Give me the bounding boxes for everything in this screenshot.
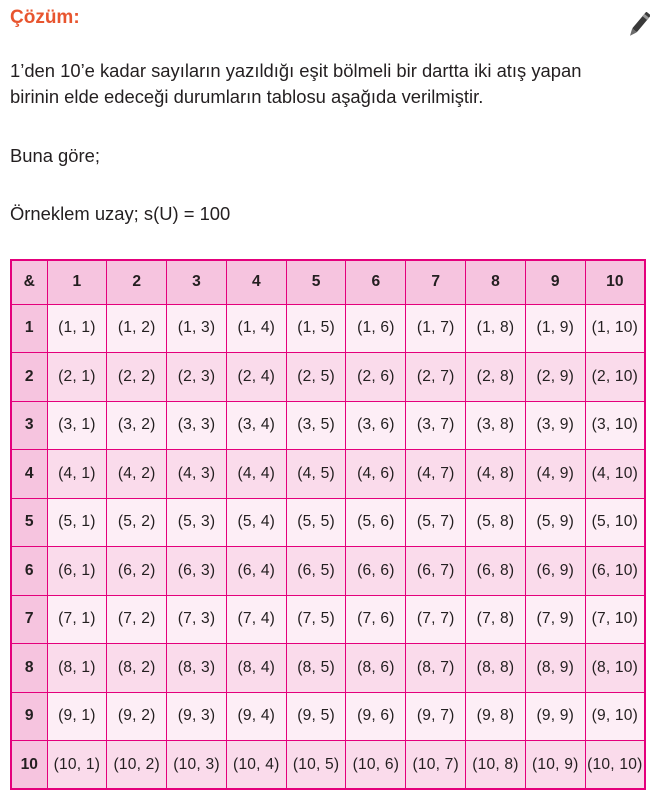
row-header: 6 xyxy=(11,547,47,596)
table-cell: (10, 3) xyxy=(167,741,227,790)
table-cell: (10, 5) xyxy=(286,741,346,790)
row-header: 9 xyxy=(11,692,47,741)
table-cell: (5, 7) xyxy=(406,498,466,547)
table-cell: (3, 3) xyxy=(167,401,227,450)
table-cell: (9, 4) xyxy=(226,692,286,741)
table-corner-cell: & xyxy=(11,260,47,304)
table-cell: (1, 5) xyxy=(286,304,346,353)
row-header: 7 xyxy=(11,595,47,644)
table-cell: (3, 8) xyxy=(466,401,526,450)
table-cell: (2, 5) xyxy=(286,353,346,402)
table-row xyxy=(11,304,645,353)
column-header: 5 xyxy=(286,260,346,304)
row-header: 5 xyxy=(11,498,47,547)
table-cell: (2, 1) xyxy=(47,353,107,402)
table-cell: (1, 9) xyxy=(525,304,585,353)
table-cell: (7, 8) xyxy=(466,595,526,644)
solution-heading: Çözüm: xyxy=(10,7,80,28)
table-cell: (4, 4) xyxy=(226,450,286,499)
column-header: 8 xyxy=(466,260,526,304)
table-cell: (6, 2) xyxy=(107,547,167,596)
table-cell: (9, 9) xyxy=(525,692,585,741)
table-cell: (10, 6) xyxy=(346,741,406,790)
column-header: 9 xyxy=(525,260,585,304)
table-cell: (4, 10) xyxy=(585,450,645,499)
table-header-row xyxy=(11,260,645,304)
table-cell: (2, 6) xyxy=(346,353,406,402)
table-cell: (7, 2) xyxy=(107,595,167,644)
table-cell: (9, 10) xyxy=(585,692,645,741)
table-cell: (5, 1) xyxy=(47,498,107,547)
table-body xyxy=(11,304,645,789)
table-cell: (4, 5) xyxy=(286,450,346,499)
table-cell: (5, 6) xyxy=(346,498,406,547)
column-header: 2 xyxy=(107,260,167,304)
table-cell: (3, 10) xyxy=(585,401,645,450)
table-cell: (10, 7) xyxy=(406,741,466,790)
table-cell: (2, 7) xyxy=(406,353,466,402)
table-cell: (7, 1) xyxy=(47,595,107,644)
table-cell: (1, 7) xyxy=(406,304,466,353)
table-cell: (1, 4) xyxy=(226,304,286,353)
pencil-icon xyxy=(628,12,650,38)
table-row xyxy=(11,450,645,499)
column-header: 7 xyxy=(406,260,466,304)
table-cell: (4, 8) xyxy=(466,450,526,499)
row-header: 8 xyxy=(11,644,47,693)
table-cell: (4, 2) xyxy=(107,450,167,499)
table-cell: (5, 5) xyxy=(286,498,346,547)
buna-gore-text: Buna göre; xyxy=(10,145,100,166)
table-cell: (7, 7) xyxy=(406,595,466,644)
table-cell: (10, 1) xyxy=(47,741,107,790)
table-cell: (8, 4) xyxy=(226,644,286,693)
table-cell: (2, 4) xyxy=(226,353,286,402)
table-cell: (7, 10) xyxy=(585,595,645,644)
table-cell: (2, 8) xyxy=(466,353,526,402)
table-cell: (8, 5) xyxy=(286,644,346,693)
table-cell: (8, 6) xyxy=(346,644,406,693)
table-cell: (1, 6) xyxy=(346,304,406,353)
table-cell: (5, 3) xyxy=(167,498,227,547)
table-cell: (3, 7) xyxy=(406,401,466,450)
table-cell: (2, 2) xyxy=(107,353,167,402)
table-cell: (9, 8) xyxy=(466,692,526,741)
intro-line-1: 1’den 10’e kadar sayıların yazıldığı eşit bölmeli bir dartta iki atış yapan xyxy=(10,60,582,81)
table-cell: (4, 1) xyxy=(47,450,107,499)
table-cell: (2, 10) xyxy=(585,353,645,402)
table-cell: (4, 3) xyxy=(167,450,227,499)
intro-paragraph xyxy=(10,58,581,110)
column-header: 6 xyxy=(346,260,406,304)
table-cell: (8, 7) xyxy=(406,644,466,693)
table-cell: (8, 9) xyxy=(525,644,585,693)
table-cell: (9, 3) xyxy=(167,692,227,741)
table-cell: (10, 10) xyxy=(585,741,645,790)
table-cell: (5, 9) xyxy=(525,498,585,547)
table-row xyxy=(11,547,645,596)
table-cell: (1, 10) xyxy=(585,304,645,353)
table-cell: (2, 3) xyxy=(167,353,227,402)
table-cell: (5, 4) xyxy=(226,498,286,547)
table-cell: (7, 4) xyxy=(226,595,286,644)
table-cell: (6, 3) xyxy=(167,547,227,596)
table-cell: (9, 7) xyxy=(406,692,466,741)
table-cell: (8, 1) xyxy=(47,644,107,693)
table-cell: (6, 4) xyxy=(226,547,286,596)
column-header: 10 xyxy=(585,260,645,304)
table-row xyxy=(11,595,645,644)
table-cell: (10, 8) xyxy=(466,741,526,790)
table-cell: (7, 6) xyxy=(346,595,406,644)
row-header: 1 xyxy=(11,304,47,353)
table-cell: (3, 5) xyxy=(286,401,346,450)
table-cell: (9, 5) xyxy=(286,692,346,741)
table-row xyxy=(11,741,645,790)
table-cell: (8, 2) xyxy=(107,644,167,693)
row-header: 10 xyxy=(11,741,47,790)
table-cell: (3, 9) xyxy=(525,401,585,450)
table-cell: (2, 9) xyxy=(525,353,585,402)
table-cell: (3, 1) xyxy=(47,401,107,450)
table-row xyxy=(11,498,645,547)
table-cell: (7, 3) xyxy=(167,595,227,644)
table-cell: (7, 9) xyxy=(525,595,585,644)
sample-space-text: Örneklem uzay; s(U) = 100 xyxy=(10,203,231,224)
table-cell: (1, 2) xyxy=(107,304,167,353)
table-cell: (4, 9) xyxy=(525,450,585,499)
table-row xyxy=(11,353,645,402)
column-header: 4 xyxy=(226,260,286,304)
table-cell: (6, 5) xyxy=(286,547,346,596)
table-cell: (9, 1) xyxy=(47,692,107,741)
table-cell: (7, 5) xyxy=(286,595,346,644)
table-cell: (1, 1) xyxy=(47,304,107,353)
table-row xyxy=(11,401,645,450)
table-cell: (6, 10) xyxy=(585,547,645,596)
row-header: 4 xyxy=(11,450,47,499)
table-cell: (5, 8) xyxy=(466,498,526,547)
row-header: 3 xyxy=(11,401,47,450)
table-cell: (4, 7) xyxy=(406,450,466,499)
table-cell: (8, 3) xyxy=(167,644,227,693)
table-cell: (1, 8) xyxy=(466,304,526,353)
row-header: 2 xyxy=(11,353,47,402)
column-header: 1 xyxy=(47,260,107,304)
table-cell: (6, 7) xyxy=(406,547,466,596)
table-row xyxy=(11,692,645,741)
table-cell: (9, 6) xyxy=(346,692,406,741)
table-cell: (6, 1) xyxy=(47,547,107,596)
table-cell: (8, 8) xyxy=(466,644,526,693)
table-cell: (3, 6) xyxy=(346,401,406,450)
table-cell: (1, 3) xyxy=(167,304,227,353)
table-cell: (10, 4) xyxy=(226,741,286,790)
intro-line-2: birinin elde edeceği durumların tablosu aşağıda verilmiştir. xyxy=(10,86,484,107)
table-cell: (4, 6) xyxy=(346,450,406,499)
table-cell: (6, 8) xyxy=(466,547,526,596)
table-cell: (5, 10) xyxy=(585,498,645,547)
table-cell: (10, 9) xyxy=(525,741,585,790)
column-header: 3 xyxy=(167,260,227,304)
table-cell: (9, 2) xyxy=(107,692,167,741)
table-cell: (8, 10) xyxy=(585,644,645,693)
table-cell: (5, 2) xyxy=(107,498,167,547)
table-cell: (3, 2) xyxy=(107,401,167,450)
table-row xyxy=(11,644,645,693)
table-cell: (3, 4) xyxy=(226,401,286,450)
table-cell: (6, 9) xyxy=(525,547,585,596)
table-cell: (10, 2) xyxy=(107,741,167,790)
outcome-table xyxy=(10,259,646,790)
table-cell: (6, 6) xyxy=(346,547,406,596)
